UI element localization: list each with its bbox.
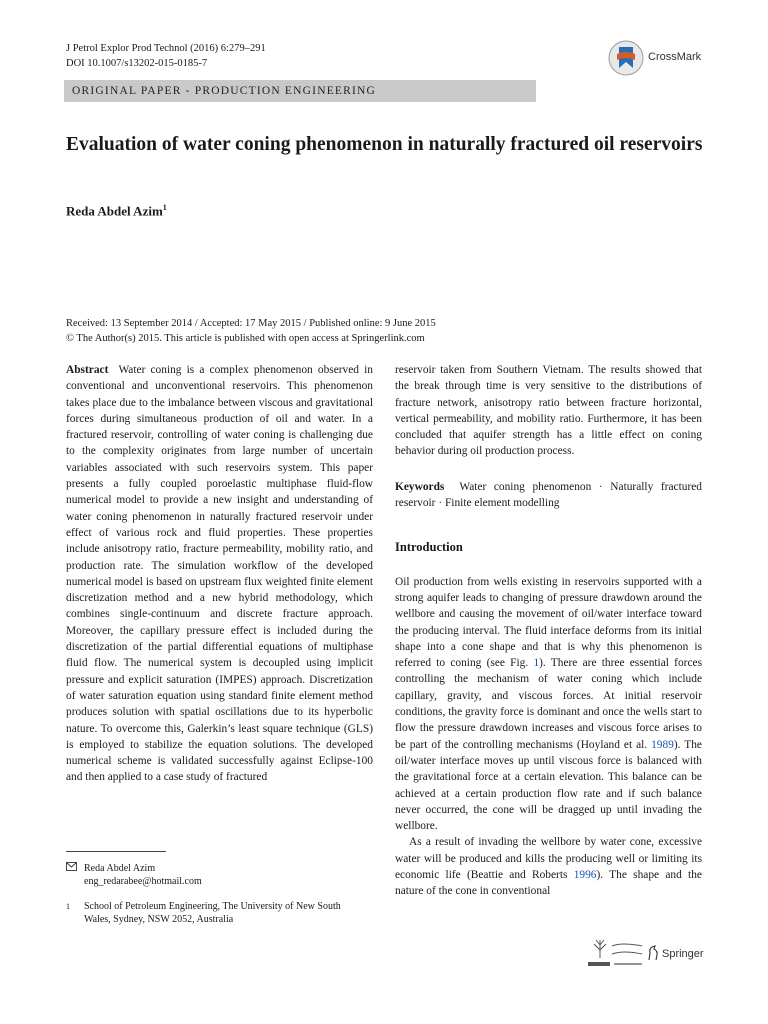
keywords-paragraph bbox=[395, 479, 702, 512]
abstract-continued: reservoir taken from Southern Vietnam. The results showed that the break through time is very sensitive to the distributions of fracture network, anisotropy ratio between fracture horizontal, vertical permeability, and mobility ratio. Furthermore, it has been concluded that aquifer strength has a little effect on coning behavior during oil production process. bbox=[395, 364, 702, 458]
intro-text: Oil production from wells existing in reservoirs supported with a strong aquifer leads to changing of pressure drawdown around the wellbore and causing the movement of oil/water interface toward the producing interval. The fluid interface deforms from its initial shape into a cone shape and that is why this phenomenon is referred to coning (see Fig. bbox=[395, 575, 702, 670]
corresponding-author-name: Reda Abdel Azim bbox=[84, 863, 156, 874]
intro-text: As a result of invading the wellbore by water cone, excessive water will be produced and kills the producing well or limiting its economic life (Beattie and Roberts bbox=[395, 836, 702, 882]
publisher-logos bbox=[586, 936, 706, 970]
figure-link[interactable]: 1 bbox=[533, 657, 540, 670]
publication-dates bbox=[66, 316, 436, 346]
intro-text: ). There are three essential forces controlling the mechanism of water coning which include capillary, gravity, and viscous forces. At initial reservoir conditions, the gravity force is dominant and once the wells start to flow the pressure drawdown increases and viscous force arises to be part of the controlling mechanisms (Hoyland et al. bbox=[395, 657, 703, 751]
affiliation bbox=[66, 900, 366, 926]
affiliation-mark: 1 bbox=[66, 902, 70, 911]
introduction-heading: Introduction bbox=[395, 540, 463, 555]
left-column bbox=[66, 362, 373, 786]
intro-text: ). The oil/water interface moves up until viscous force is balanced with the gravitational force at a certain elevation. This balance can be achieved at a certain production flow rate and if such balance never occurred, the cone will be dragged up until invading the wellbore. bbox=[395, 738, 702, 833]
introduction-paragraph-2 bbox=[395, 834, 702, 899]
citation-link[interactable]: 1989 bbox=[651, 738, 674, 751]
kacst-logo-icon bbox=[586, 936, 644, 970]
right-column bbox=[395, 362, 702, 900]
intro-text: ). The shape and the nature of the cone in conventional bbox=[395, 869, 702, 898]
journal-citation: J Petrol Explor Prod Technol (2016) 6:279–291 bbox=[66, 43, 266, 54]
citation-link[interactable]: 1996 bbox=[573, 869, 597, 882]
author-affiliation-mark: 1 bbox=[162, 203, 167, 212]
crossmark-badge[interactable] bbox=[608, 38, 728, 78]
publisher-name: Springer bbox=[662, 948, 704, 960]
article-category-banner: ORIGINAL PAPER - PRODUCTION ENGINEERING bbox=[64, 80, 536, 102]
introduction-paragraph-1 bbox=[395, 574, 702, 835]
envelope-icon bbox=[66, 862, 84, 875]
keywords-label: Keywords bbox=[395, 480, 445, 493]
copyright-line: © The Author(s) 2015. This article is published with open access at Springerlink.com bbox=[66, 333, 425, 344]
affiliation-text: School of Petroleum Engineering, The University of New South Wales, Sydney, NSW 2052, Australia bbox=[84, 901, 341, 925]
corresponding-author-email[interactable]: eng_redarabee@hotmail.com bbox=[84, 876, 202, 887]
abstract-label: Abstract bbox=[66, 364, 109, 376]
corresponding-author bbox=[66, 862, 366, 888]
abstract-paragraph bbox=[66, 362, 373, 786]
footnote-divider bbox=[66, 851, 166, 852]
abstract-text: Water coning is a complex phenomenon observed in conventional and unconventional reservoirs. This phenomenon takes place due to the imbalance between viscous and gravitational forces during simultaneous production of oil and water. In a fractured reservoir, controlling of water coning is challenging due to the complexity originates from large number of uncertain variables associated with such reservoirs system. This paper presents a fully coupled poroelastic multiphase fluid-flow numerical model to provide a new insight and understanding of water coning phenomenon in naturally fractured reservoir under effect of various rock and fluid properties. These properties include anisotropy ratio, fracture permeability, mobility ratio, and production rate. The simulation workflow of the developed numerical model is based on upstream flux weighted finite element discretization method and a new hybrid methodology, which combines single-continuum and discrete fracture approach. Moreover, the capillary pressure effect is included during the discretization of the partial differential equations of multiphase fluid flow. The numerical system is decoupled using implicit pressure and explicit saturation (IMPES) approach. Discretization of water saturation equation using standard finite element method produces solution with spatial oscillations due to its hyperbolic nature. To overcome this, Galerkin’s least square technique (GLS) is employed to stabilize the equation solutions. The developed numerical scheme is validated successfully against Eclipse-100 and then applied to a case study of fractured bbox=[66, 364, 373, 784]
crossmark-label: CrossMark bbox=[648, 51, 702, 63]
springer-horse-icon bbox=[646, 945, 660, 961]
crossmark-icon bbox=[608, 38, 644, 78]
author-name[interactable]: Reda Abdel Azim bbox=[66, 203, 163, 219]
author-line bbox=[66, 203, 167, 219]
paper-title: Evaluation of water coning phenomenon in naturally fractured oil reservoirs bbox=[66, 134, 703, 155]
doi[interactable]: DOI 10.1007/s13202-015-0185-7 bbox=[66, 58, 208, 69]
keywords-text: Water coning phenomenon · Naturally fractured reservoir · Finite element modelling bbox=[395, 480, 702, 510]
history-dates: Received: 13 September 2014 / Accepted: 17 May 2015 / Published online: 9 June 2015 bbox=[66, 318, 436, 329]
